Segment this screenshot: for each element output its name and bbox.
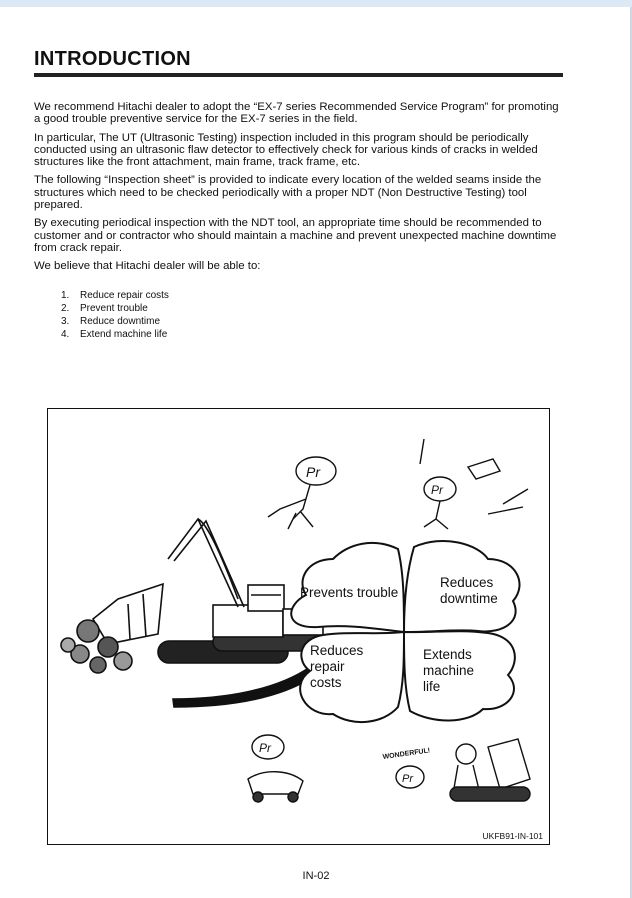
figure-id: UKFB91-IN-101 bbox=[482, 831, 543, 841]
clover-reduces-downtime-line1: Reduces bbox=[440, 575, 494, 590]
paragraph-5: We believe that Hitachi dealer will be able to: bbox=[34, 260, 261, 273]
clover-reduces-downtime-line2: downtime bbox=[440, 591, 498, 606]
benefit-clover bbox=[291, 541, 519, 722]
title-rule bbox=[34, 73, 563, 77]
list-item: 3. Reduce downtime bbox=[61, 316, 161, 327]
paragraph-3: The following “Inspection sheet” is provided to indicate every location of the welded seams inside the structures which need to be checked periodically with a proper NDT (Non Destructive Testing) tool prepared. bbox=[34, 174, 542, 212]
intro-body bbox=[34, 101, 562, 279]
illustration-canvas bbox=[48, 409, 550, 845]
benefits-illustration bbox=[47, 408, 550, 845]
svg-text:Pr: Pr bbox=[402, 773, 413, 785]
mascot-wonderful-icon bbox=[382, 739, 530, 801]
clover-extends-life-line1: Extends bbox=[423, 647, 472, 662]
svg-text:Pr: Pr bbox=[306, 464, 320, 480]
clover-extends-life-line2: machine bbox=[423, 663, 475, 678]
svg-text:Pr: Pr bbox=[259, 741, 271, 755]
page-number: IN-02 bbox=[302, 870, 330, 882]
clover-reduces-repair-line1: Reduces bbox=[310, 643, 364, 658]
mascot-technician-icon bbox=[268, 457, 336, 529]
paragraph-2: In particular, The UT (Ultrasonic Testing) inspection included in this program should be periodically conducted using an ultrasonic flaw detector to effectively check for various kinds of cracks in welded structures like the front attachment, main frame, track frame, etc. bbox=[34, 131, 538, 169]
wonderful-caption: WONDERFUL! bbox=[382, 747, 431, 761]
svg-text:Pr: Pr bbox=[431, 483, 443, 497]
paragraph-4: By executing periodical inspection with the NDT tool, an appropriate time should be recommended to customer and or contractor who should maintain a machine and prevent unexpected machine downtime from crack repair. bbox=[34, 217, 557, 254]
clover-reduces-repair-line2: repair bbox=[310, 659, 345, 674]
paragraph-1: We recommend Hitachi dealer to adopt the “EX-7 series Recommended Service Program” for promoting a good trouble preventive service for the EX-7 series in the field. bbox=[34, 101, 559, 126]
list-item: 1. Reduce repair costs bbox=[61, 290, 169, 301]
mascot-repairman-icon bbox=[420, 439, 528, 529]
benefit-list bbox=[61, 289, 169, 341]
excavator-illustration bbox=[61, 519, 323, 707]
list-item: 2. Prevent trouble bbox=[61, 303, 148, 314]
page-title: INTRODUCTION bbox=[34, 48, 191, 70]
mascot-rider-icon bbox=[248, 735, 303, 802]
top-bar bbox=[0, 0, 632, 7]
clover-reduces-repair-line3: costs bbox=[310, 675, 342, 690]
list-item: 4. Extend machine life bbox=[61, 329, 168, 340]
clover-extends-life-line3: life bbox=[423, 679, 441, 694]
clover-prevents-trouble: Prevents trouble bbox=[300, 585, 399, 600]
